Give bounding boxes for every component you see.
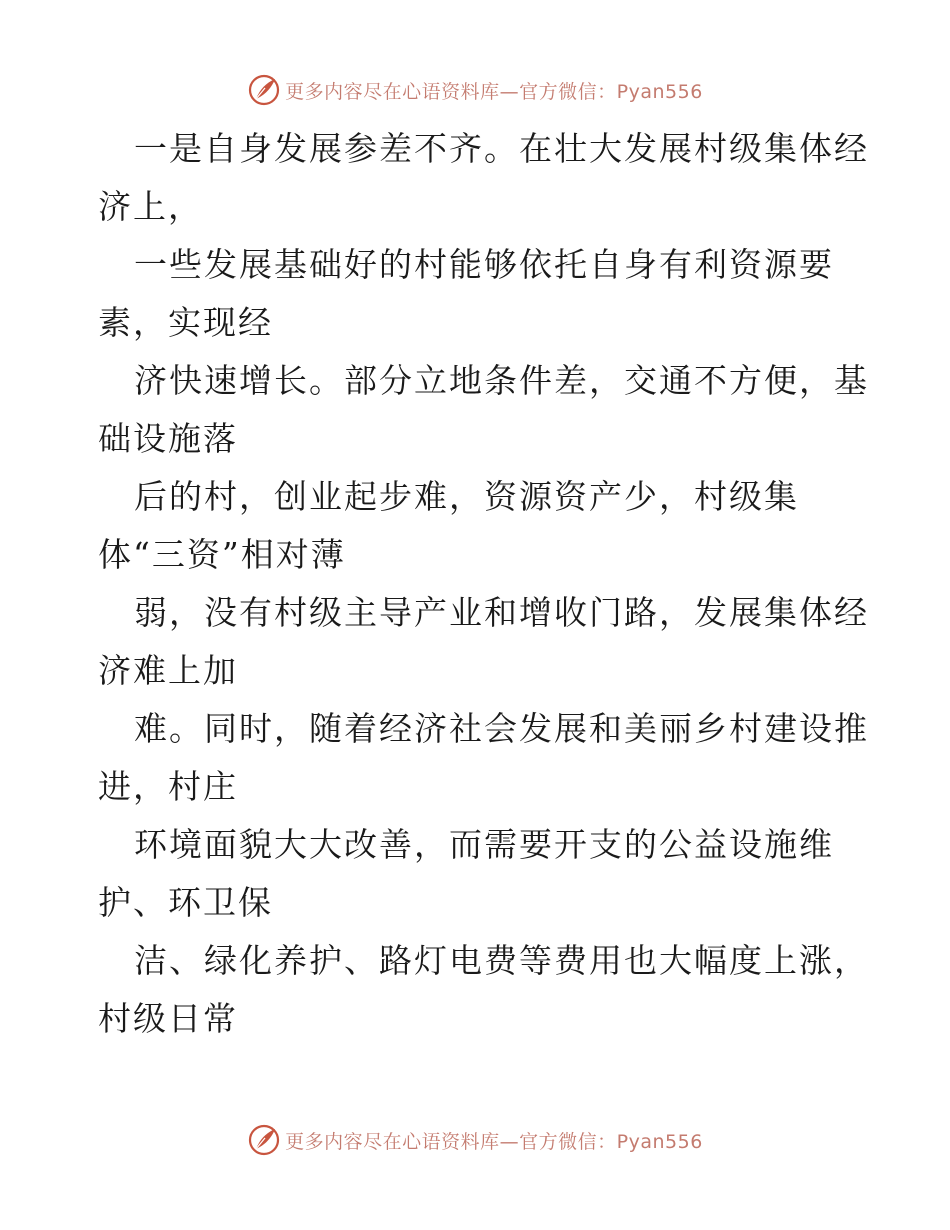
text-line: 环境面貌大大改善，而需要开支的公益设施维 <box>134 825 834 864</box>
text-line: 进，村庄 <box>98 767 238 806</box>
feather-pen-logo-icon <box>247 73 281 107</box>
body-text <box>98 120 869 1048</box>
text-line: 村级日常 <box>98 999 238 1038</box>
text-line: 洁、绿化养护、路灯电费等费用也大幅度上涨， <box>134 941 869 980</box>
text-line: 一些发展基础好的村能够依托自身有利资源要 <box>134 245 834 284</box>
text-line: 护、环卫保 <box>98 883 273 922</box>
footer-banner-text: 更多内容尽在心语资料库—官方微信：Pyan556 <box>285 1130 703 1153</box>
text-line: 济上， <box>98 187 203 226</box>
text-line: 弱，没有村级主导产业和增收门路，发展集体经 <box>134 593 869 632</box>
feather-pen-logo-icon <box>247 1123 281 1157</box>
text-line: 济难上加 <box>98 651 238 690</box>
text-line: 础设施落 <box>98 419 238 458</box>
header-banner <box>0 70 950 110</box>
header-banner-text: 更多内容尽在心语资料库—官方微信：Pyan556 <box>285 80 703 103</box>
footer-banner <box>0 1120 950 1160</box>
text-line: 体“三资”相对薄 <box>98 535 346 574</box>
text-line: 济快速增长。部分立地条件差，交通不方便，基 <box>134 361 869 400</box>
text-line: 难。同时，随着经济社会发展和美丽乡村建设推 <box>134 709 869 748</box>
text-line: 一是自身发展参差不齐。在壮大发展村级集体经 <box>134 129 869 168</box>
text-line: 后的村，创业起步难，资源资产少，村级集 <box>134 477 799 516</box>
text-line: 素，实现经 <box>98 303 273 342</box>
